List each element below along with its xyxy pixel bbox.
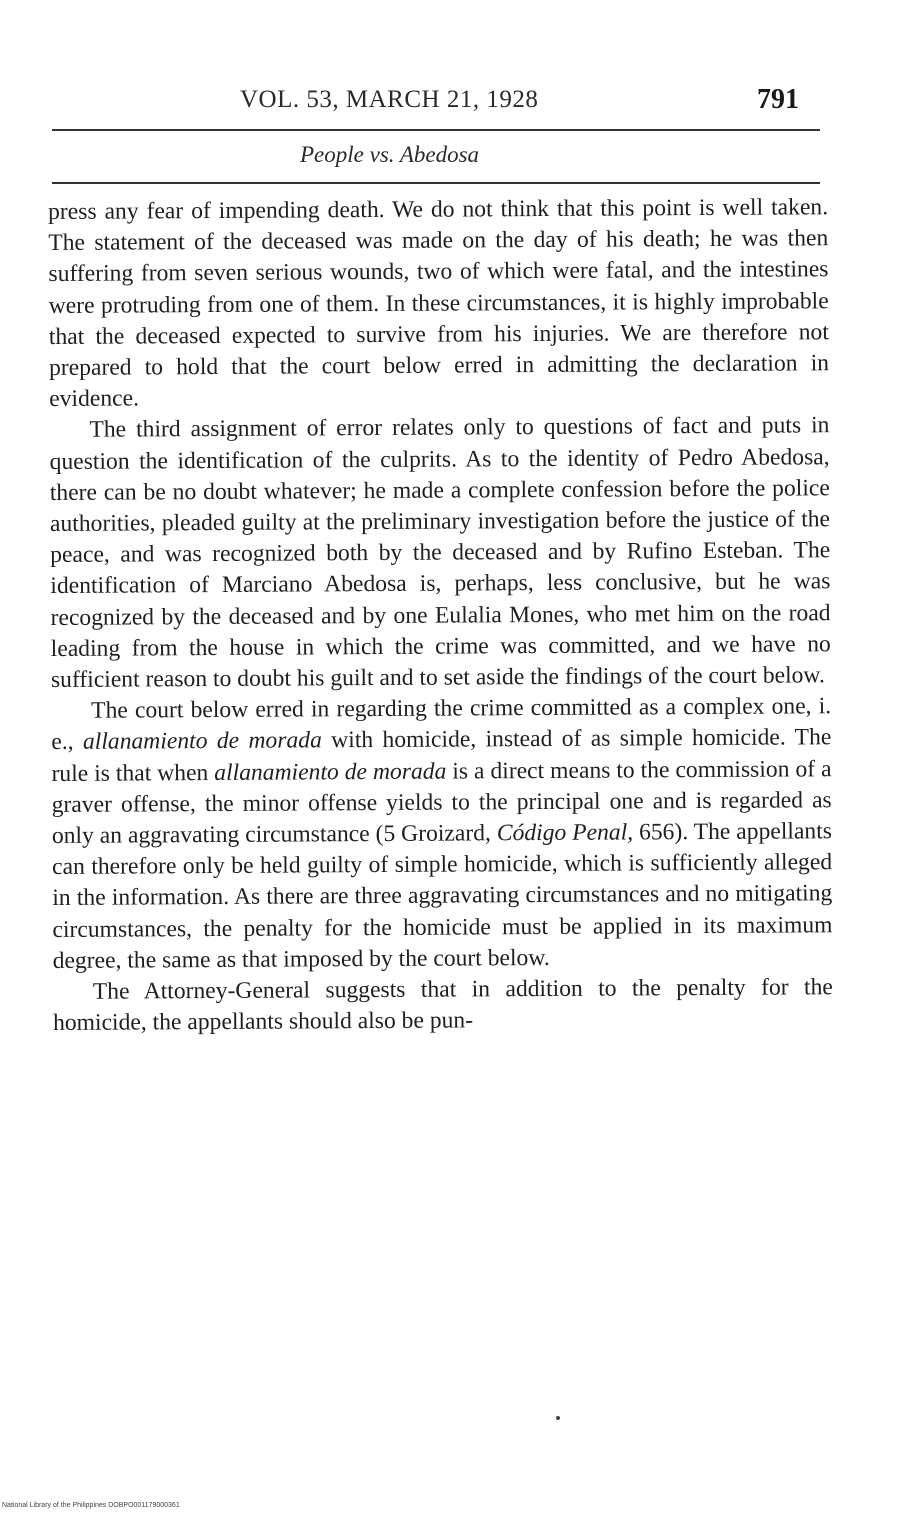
paragraph-3-part-b: with homicide, instead of as simple homicide. The rule is that when [51,724,832,787]
header-rule-top [52,129,820,131]
scan-speck [556,1416,560,1420]
paragraph-3-part-a: The court below erred in regarding the crime committed as a complex one, i. e., [51,693,832,756]
paragraph-4: The Attorney-General suggests that in addition to the penalty for the homicide, the appellants should also be pun- [52,974,833,1037]
header-rule-bottom [52,182,820,184]
italic-term-1: allanamiento de morada [82,727,322,756]
paragraph-2: The third assignment of error relates only to questions of fact and puts in question the identification of the culprits. As to the identity of Pedro Abedosa, there can be no doubt whatever; he made a complete confession before the police authorities, pleaded guilty at the preliminary investigation before the justice of the peace, and was recognized both by the deceased and by Rufino Esteban. The identification of Marciano Abedosa is, perhaps, less conclusive, but he was recognized by the deceased and by one Eulalia Mones, who met him on the road leading from the house in which the crime was committed, and we have no sufficient reason to doubt his guilt and to set aside the findings of the court below. [49,412,831,694]
paragraph-3-part-c: is a direct means to the commission of a graver offense, the minor offense yields to the principal one and is regarded as only an aggravating circumstance (5 Groizard, [51,755,832,850]
paragraph-3 [51,691,833,977]
case-caption: People vs. Abedosa [300,142,480,167]
body-text [48,192,833,1039]
page-number: 791 [757,84,799,115]
paragraph-1: press any fear of impending death. We do not think that this point is well taken. The statement of the deceased was made on the day of his death; he was then suffering from seven serious wounds, two of which were fatal, and the intestines were protruding from one of them. In these circumstances, it is highly improbable that the deceased expected to survive from his injuries. We are therefore not prepared to hold that the court below erred in admitting the declaration in evidence. [48,194,830,413]
paragraph-3-part-d: 656). The appellants can therefore only be held guilty of simple homicide, which is sufficiently alleged in the information. As there are three aggravating circumstances and no mitigating circumstances, the penalty for the homicide must be applied in its maximum degree, the same as that imposed by the court below. [52,818,833,974]
running-title: VOL. 53, MARCH 21, 1928 [240,86,539,113]
scan-source-note: National Library of the Philippines DOBPO001179000361 [2,1502,180,1509]
italic-citation: Código Penal, [496,819,634,847]
italic-term-2: allanamiento de morada [214,758,447,786]
